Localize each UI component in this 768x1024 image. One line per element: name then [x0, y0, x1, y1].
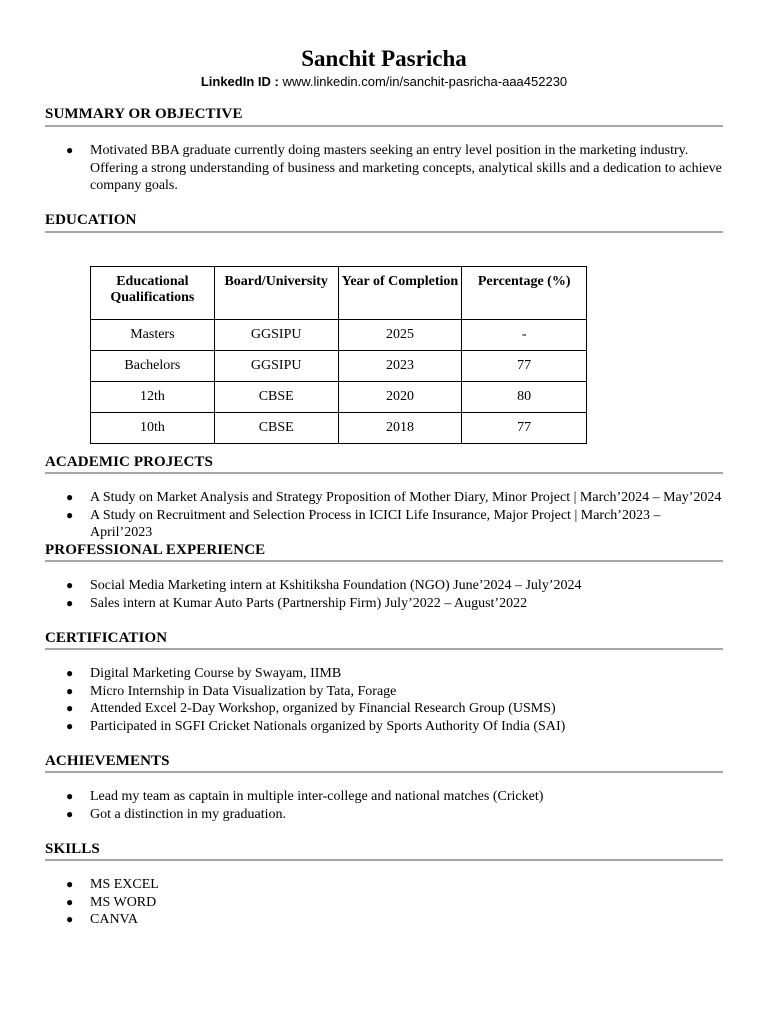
- bullet-icon: ●: [66, 894, 74, 909]
- table-row: [91, 320, 587, 351]
- bullet-icon: ●: [66, 666, 74, 680]
- list-item: ● MS WORD: [66, 894, 157, 910]
- linkedin-url: www.linkedin.com/in/sanchit-pasricha-aaa452230: [282, 74, 568, 89]
- resume-name: Sanchit Pasricha: [301, 46, 467, 71]
- list-item: ● Attended Excel 2-Day Workshop, organized by Financial Research Group (USMS): [66, 701, 556, 716]
- education-table: [90, 266, 587, 444]
- list-item: ● A Study on Market Analysis and Strategy Proposition of Mother Diary, Minor Project | March’2024 – May’2024: [66, 490, 722, 505]
- section-divider: [45, 859, 723, 861]
- table-cell: 10th: [91, 413, 215, 444]
- table-row: [91, 382, 587, 413]
- table-cell: -: [462, 320, 587, 351]
- list-item: ● A Study on Recruitment and Selection Process in ICICI Life Insurance, Major Project | March’2023 – April’2023: [66, 507, 661, 540]
- linkedin-label: LinkedIn ID :: [200, 74, 279, 89]
- table-cell: 77: [462, 351, 587, 382]
- table-cell: GGSIPU: [214, 320, 338, 351]
- certification-list: [45, 665, 723, 735]
- table-cell: 2025: [338, 320, 462, 351]
- table-cell: 2020: [338, 382, 462, 413]
- column-header: Year of Completion: [338, 267, 462, 320]
- bullet-icon: ●: [66, 143, 74, 157]
- bullet-icon: ●: [66, 507, 74, 522]
- table-cell: GGSIPU: [214, 351, 338, 382]
- column-header: Percentage (%): [462, 267, 587, 320]
- table-cell: Masters: [91, 320, 215, 351]
- table-row: [91, 413, 587, 444]
- achievements-list: [45, 788, 723, 823]
- section-divider: [45, 560, 723, 562]
- bullet-icon: ●: [66, 578, 74, 592]
- experience-list: [45, 577, 723, 612]
- list-item: ● MS EXCEL: [66, 877, 159, 892]
- skills-list: [45, 876, 723, 929]
- table-cell: 2018: [338, 413, 462, 444]
- projects-list: [45, 489, 723, 542]
- linkedin-line: [0, 74, 768, 89]
- section-divider: [45, 231, 723, 233]
- table-cell: 80: [462, 382, 587, 413]
- column-header: Board/University: [214, 267, 338, 320]
- list-item: ● Social Media Marketing intern at Kshitiksha Foundation (NGO) June’2024 – July’2024: [66, 578, 582, 593]
- table-cell: CBSE: [214, 382, 338, 413]
- bullet-icon: ●: [66, 595, 74, 610]
- bullet-icon: ●: [66, 490, 74, 504]
- table-cell: 77: [462, 413, 587, 444]
- list-item: ● Motivated BBA graduate currently doing masters seeking an entry level position in the marketing industry. Offering a strong understanding of business and marketing concepts, analytical skills and a dedication to achieve company goals.: [66, 143, 722, 193]
- column-header: Educational Qualifications: [91, 267, 215, 320]
- table-cell: CBSE: [214, 413, 338, 444]
- section-divider: [45, 472, 723, 474]
- list-item: ● Got a distinction in my graduation.: [66, 806, 286, 822]
- table-header-row: [91, 267, 587, 320]
- certification-heading: CERTIFICATION: [45, 630, 168, 646]
- education-heading: EDUCATION: [45, 212, 137, 228]
- list-item: ● Lead my team as captain in multiple inter-college and national matches (Cricket): [66, 789, 544, 804]
- section-divider: [45, 771, 723, 773]
- section-divider: [45, 125, 723, 127]
- summary-list: [45, 142, 723, 195]
- bullet-icon: ●: [66, 789, 74, 803]
- summary-heading: SUMMARY OR OBJECTIVE: [45, 106, 243, 122]
- projects-heading: ACADEMIC PROJECTS: [45, 454, 213, 470]
- list-item: ● Sales intern at Kumar Auto Parts (Partnership Firm) July’2022 – August’2022: [66, 595, 528, 611]
- table-cell: 2023: [338, 351, 462, 382]
- experience-heading: PROFESSIONAL EXPERIENCE: [45, 542, 266, 558]
- section-divider: [45, 648, 723, 650]
- achievements-heading: ACHIEVEMENTS: [45, 753, 170, 769]
- bullet-icon: ●: [66, 877, 74, 891]
- bullet-icon: ●: [66, 683, 74, 698]
- list-item: ● Participated in SGFI Cricket Nationals organized by Sports Authority Of India (SAI): [66, 718, 566, 734]
- bullet-icon: ●: [66, 718, 74, 733]
- table-cell: 12th: [91, 382, 215, 413]
- bullet-icon: ●: [66, 806, 74, 821]
- bullet-icon: ●: [66, 912, 74, 926]
- list-item: ● Digital Marketing Course by Swayam, IIMB: [66, 666, 342, 681]
- list-item: ● Micro Internship in Data Visualization by Tata, Forage: [66, 683, 397, 699]
- table-cell: Bachelors: [91, 351, 215, 382]
- table-row: [91, 351, 587, 382]
- skills-heading: SKILLS: [45, 841, 100, 857]
- bullet-icon: ●: [66, 701, 74, 715]
- list-item: ● CANVA: [66, 912, 138, 927]
